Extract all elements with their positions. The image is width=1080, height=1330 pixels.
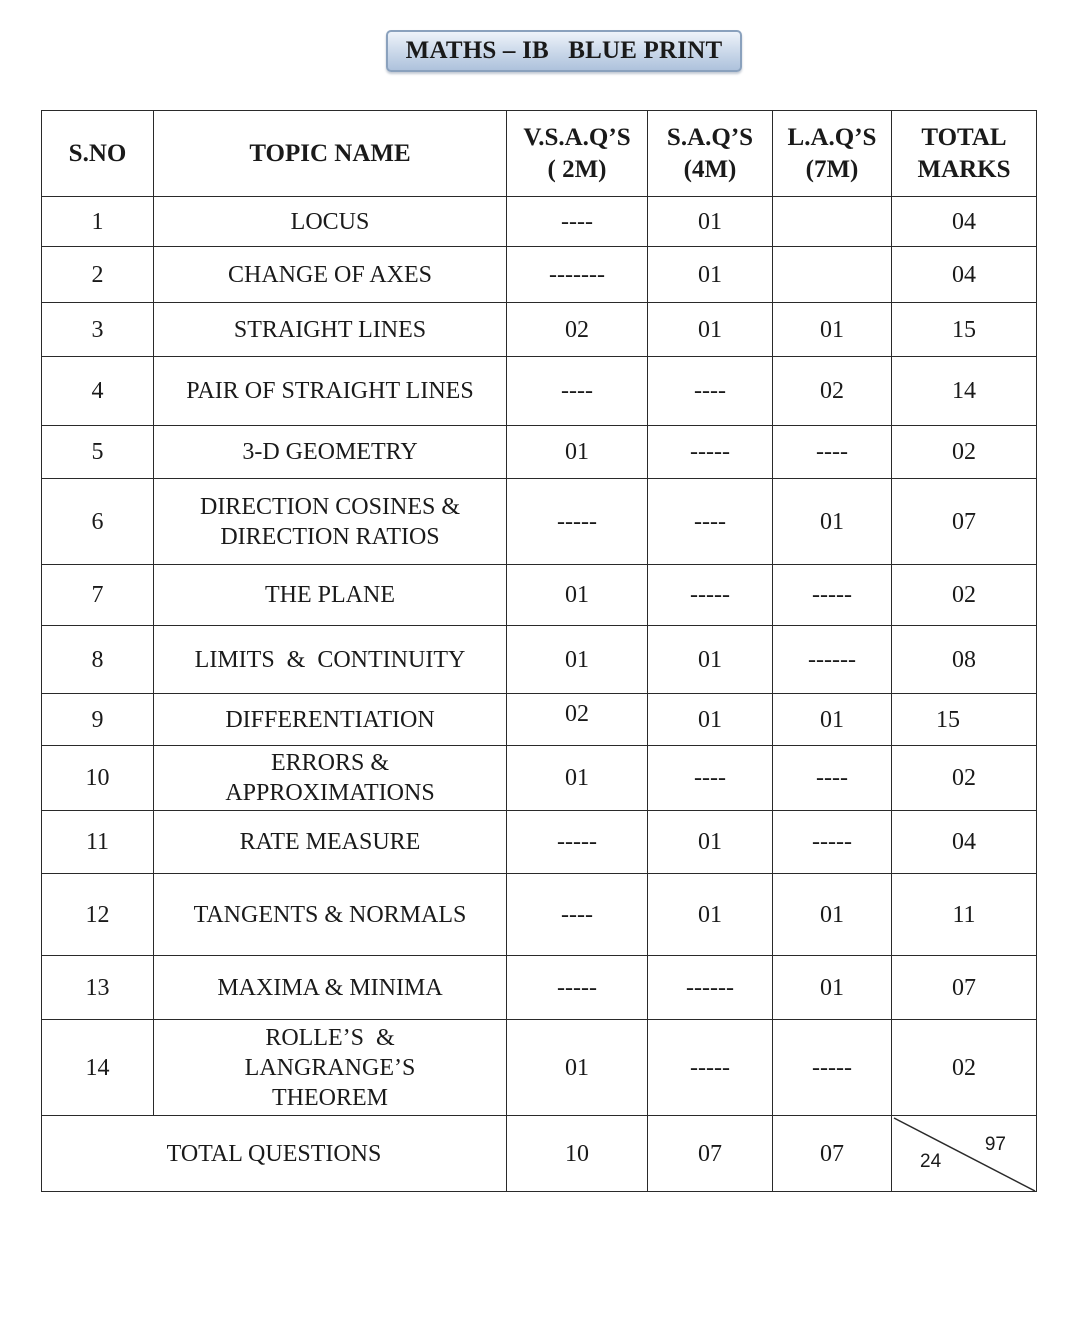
total-marks-value: 97	[984, 1134, 1006, 1155]
cell-topic	[154, 197, 507, 247]
cell-sno: 3	[42, 303, 154, 357]
table-row	[42, 956, 1037, 1020]
topic-line: RATE MEASURE	[239, 829, 421, 855]
table-row	[42, 694, 1037, 746]
cell-vsaq: ----	[507, 197, 648, 247]
cell-sno: 9	[42, 694, 154, 746]
cell-topic	[154, 956, 507, 1020]
topic-line: LOCUS	[290, 208, 370, 235]
topic-line: CHANGE OF AXES	[227, 261, 433, 288]
header-laq-line2: (7M)	[805, 155, 859, 183]
topic-line: THE PLANE	[265, 582, 395, 608]
topic-line: THEOREM	[272, 1084, 388, 1111]
header-saq	[648, 111, 773, 197]
cell-sno: 7	[42, 565, 154, 626]
cell-laq: -----	[773, 565, 892, 626]
cell-saq: 01	[648, 303, 773, 357]
cell-vsaq: ----	[507, 357, 648, 426]
topic-line: APPROXIMATIONS	[225, 780, 435, 806]
topic-line: ERRORS &	[270, 750, 390, 776]
cell-total: 11	[892, 874, 1037, 956]
cell-laq: 01	[773, 303, 892, 357]
header-vsaq-line1: V.S.A.Q’S	[523, 123, 631, 151]
cell-topic	[154, 247, 507, 303]
cell-saq: 01	[648, 197, 773, 247]
cell-sno: 10	[42, 746, 154, 811]
cell-topic	[154, 565, 507, 626]
cell-vsaq	[507, 694, 648, 746]
table-row	[42, 626, 1037, 694]
cell-total	[892, 694, 1037, 746]
cell-laq: 01	[773, 479, 892, 565]
cell-laq: 01	[773, 956, 892, 1020]
cell-total: 02	[892, 746, 1037, 811]
cell-total-value: 15	[936, 706, 960, 733]
total-laq: 07	[773, 1116, 892, 1192]
topic-line: DIFFERENTIATION	[225, 706, 435, 733]
cell-sno: 8	[42, 626, 154, 694]
header-saq-line1: S.A.Q’S	[666, 123, 754, 151]
table-row	[42, 247, 1037, 303]
cell-total: 04	[892, 811, 1037, 874]
cell-total: 02	[892, 565, 1037, 626]
cell-total: 04	[892, 247, 1037, 303]
cell-topic	[154, 426, 507, 479]
topic-line: TANGENTS & NORMALS	[193, 901, 467, 928]
cell-topic	[154, 874, 507, 956]
cell-vsaq-value: 02	[565, 700, 589, 727]
total-label: TOTAL QUESTIONS	[42, 1116, 507, 1192]
header-laq	[773, 111, 892, 197]
cell-vsaq: -----	[507, 479, 648, 565]
cell-sno: 1	[42, 197, 154, 247]
cell-saq: ----	[648, 357, 773, 426]
cell-saq: 01	[648, 694, 773, 746]
cell-sno: 5	[42, 426, 154, 479]
table-row	[42, 197, 1037, 247]
cell-vsaq: 01	[507, 426, 648, 479]
cell-total: 07	[892, 479, 1037, 565]
topic-line: DIRECTION COSINES &	[199, 493, 460, 520]
topic-line: LIMITS & CONTINUITY	[194, 646, 466, 673]
topic-line: ROLLE’S &	[265, 1024, 395, 1051]
cell-topic	[154, 694, 507, 746]
cell-topic	[154, 479, 507, 565]
header-sno: S.NO	[42, 111, 154, 197]
cell-saq: 01	[648, 247, 773, 303]
cell-saq: -----	[648, 426, 773, 479]
cell-laq: ----	[773, 746, 892, 811]
cell-vsaq: 02	[507, 303, 648, 357]
cell-sno: 11	[42, 811, 154, 874]
cell-saq: -----	[648, 565, 773, 626]
table-row	[42, 303, 1037, 357]
cell-total: 02	[892, 1020, 1037, 1116]
cell-laq: ------	[773, 626, 892, 694]
topic-line: PAIR OF STRAIGHT LINES	[186, 378, 474, 404]
cell-total: 15	[892, 303, 1037, 357]
header-total-line2: MARKS	[917, 155, 1011, 183]
cell-total: 14	[892, 357, 1037, 426]
cell-laq: 01	[773, 874, 892, 956]
total-vsaq: 10	[507, 1116, 648, 1192]
topic-line: DIRECTION RATIOS	[220, 523, 440, 550]
cell-sno: 2	[42, 247, 154, 303]
cell-sno: 14	[42, 1020, 154, 1116]
table-row	[42, 565, 1037, 626]
header-row	[42, 111, 1037, 197]
total-diagonal-cell	[892, 1116, 1037, 1192]
cell-topic	[154, 746, 507, 811]
table-row	[42, 426, 1037, 479]
cell-sno: 12	[42, 874, 154, 956]
cell-saq: ----	[648, 746, 773, 811]
header-vsaq	[507, 111, 648, 197]
header-saq-line2: (4M)	[683, 155, 737, 183]
cell-sno: 6	[42, 479, 154, 565]
cell-laq	[773, 197, 892, 247]
cell-vsaq: -----	[507, 956, 648, 1020]
header-total-line1: TOTAL	[921, 123, 1007, 151]
table-row	[42, 874, 1037, 956]
cell-vsaq: 01	[507, 565, 648, 626]
cell-saq: 01	[648, 811, 773, 874]
cell-saq: ----	[648, 479, 773, 565]
cell-total: 08	[892, 626, 1037, 694]
cell-saq: 01	[648, 874, 773, 956]
cell-saq: 01	[648, 626, 773, 694]
table-row	[42, 1020, 1037, 1116]
table-row	[42, 479, 1037, 565]
cell-laq: -----	[773, 811, 892, 874]
cell-vsaq: -------	[507, 247, 648, 303]
diagonal-line	[892, 1116, 1037, 1192]
cell-saq: -----	[648, 1020, 773, 1116]
header-laq-line1: L.A.Q’S	[787, 123, 877, 151]
cell-saq: ------	[648, 956, 773, 1020]
cell-sno: 13	[42, 956, 154, 1020]
cell-total: 02	[892, 426, 1037, 479]
cell-vsaq: -----	[507, 811, 648, 874]
cell-laq: ----	[773, 426, 892, 479]
cell-vsaq: 01	[507, 746, 648, 811]
topic-line: 3-D GEOMETRY	[242, 439, 418, 465]
cell-topic	[154, 626, 507, 694]
topic-line: LANGRANGE’S	[244, 1054, 416, 1081]
cell-topic	[154, 357, 507, 426]
table-row	[42, 811, 1037, 874]
topic-line: MAXIMA & MINIMA	[217, 974, 443, 1001]
topic-line: STRAIGHT LINES	[233, 316, 427, 343]
cell-total: 04	[892, 197, 1037, 247]
cell-vsaq: ----	[507, 874, 648, 956]
cell-laq: -----	[773, 1020, 892, 1116]
cell-laq: 02	[773, 357, 892, 426]
cell-vsaq: 01	[507, 626, 648, 694]
header-vsaq-line2: ( 2M)	[547, 155, 607, 183]
cell-laq	[773, 247, 892, 303]
header-total	[892, 111, 1037, 197]
total-saq: 07	[648, 1116, 773, 1192]
cell-laq: 01	[773, 694, 892, 746]
table-row	[42, 746, 1037, 811]
total-row	[42, 1116, 1037, 1192]
cell-total: 07	[892, 956, 1037, 1020]
page-title: MATHS – IB BLUE PRINT	[386, 30, 742, 72]
table-row	[42, 357, 1037, 426]
total-questions-value: 24	[920, 1151, 942, 1172]
cell-topic	[154, 303, 507, 357]
header-topic: TOPIC NAME	[154, 111, 507, 197]
blueprint-table	[41, 110, 1037, 1192]
cell-topic	[154, 811, 507, 874]
cell-topic	[154, 1020, 507, 1116]
cell-vsaq: 01	[507, 1020, 648, 1116]
cell-sno: 4	[42, 357, 154, 426]
